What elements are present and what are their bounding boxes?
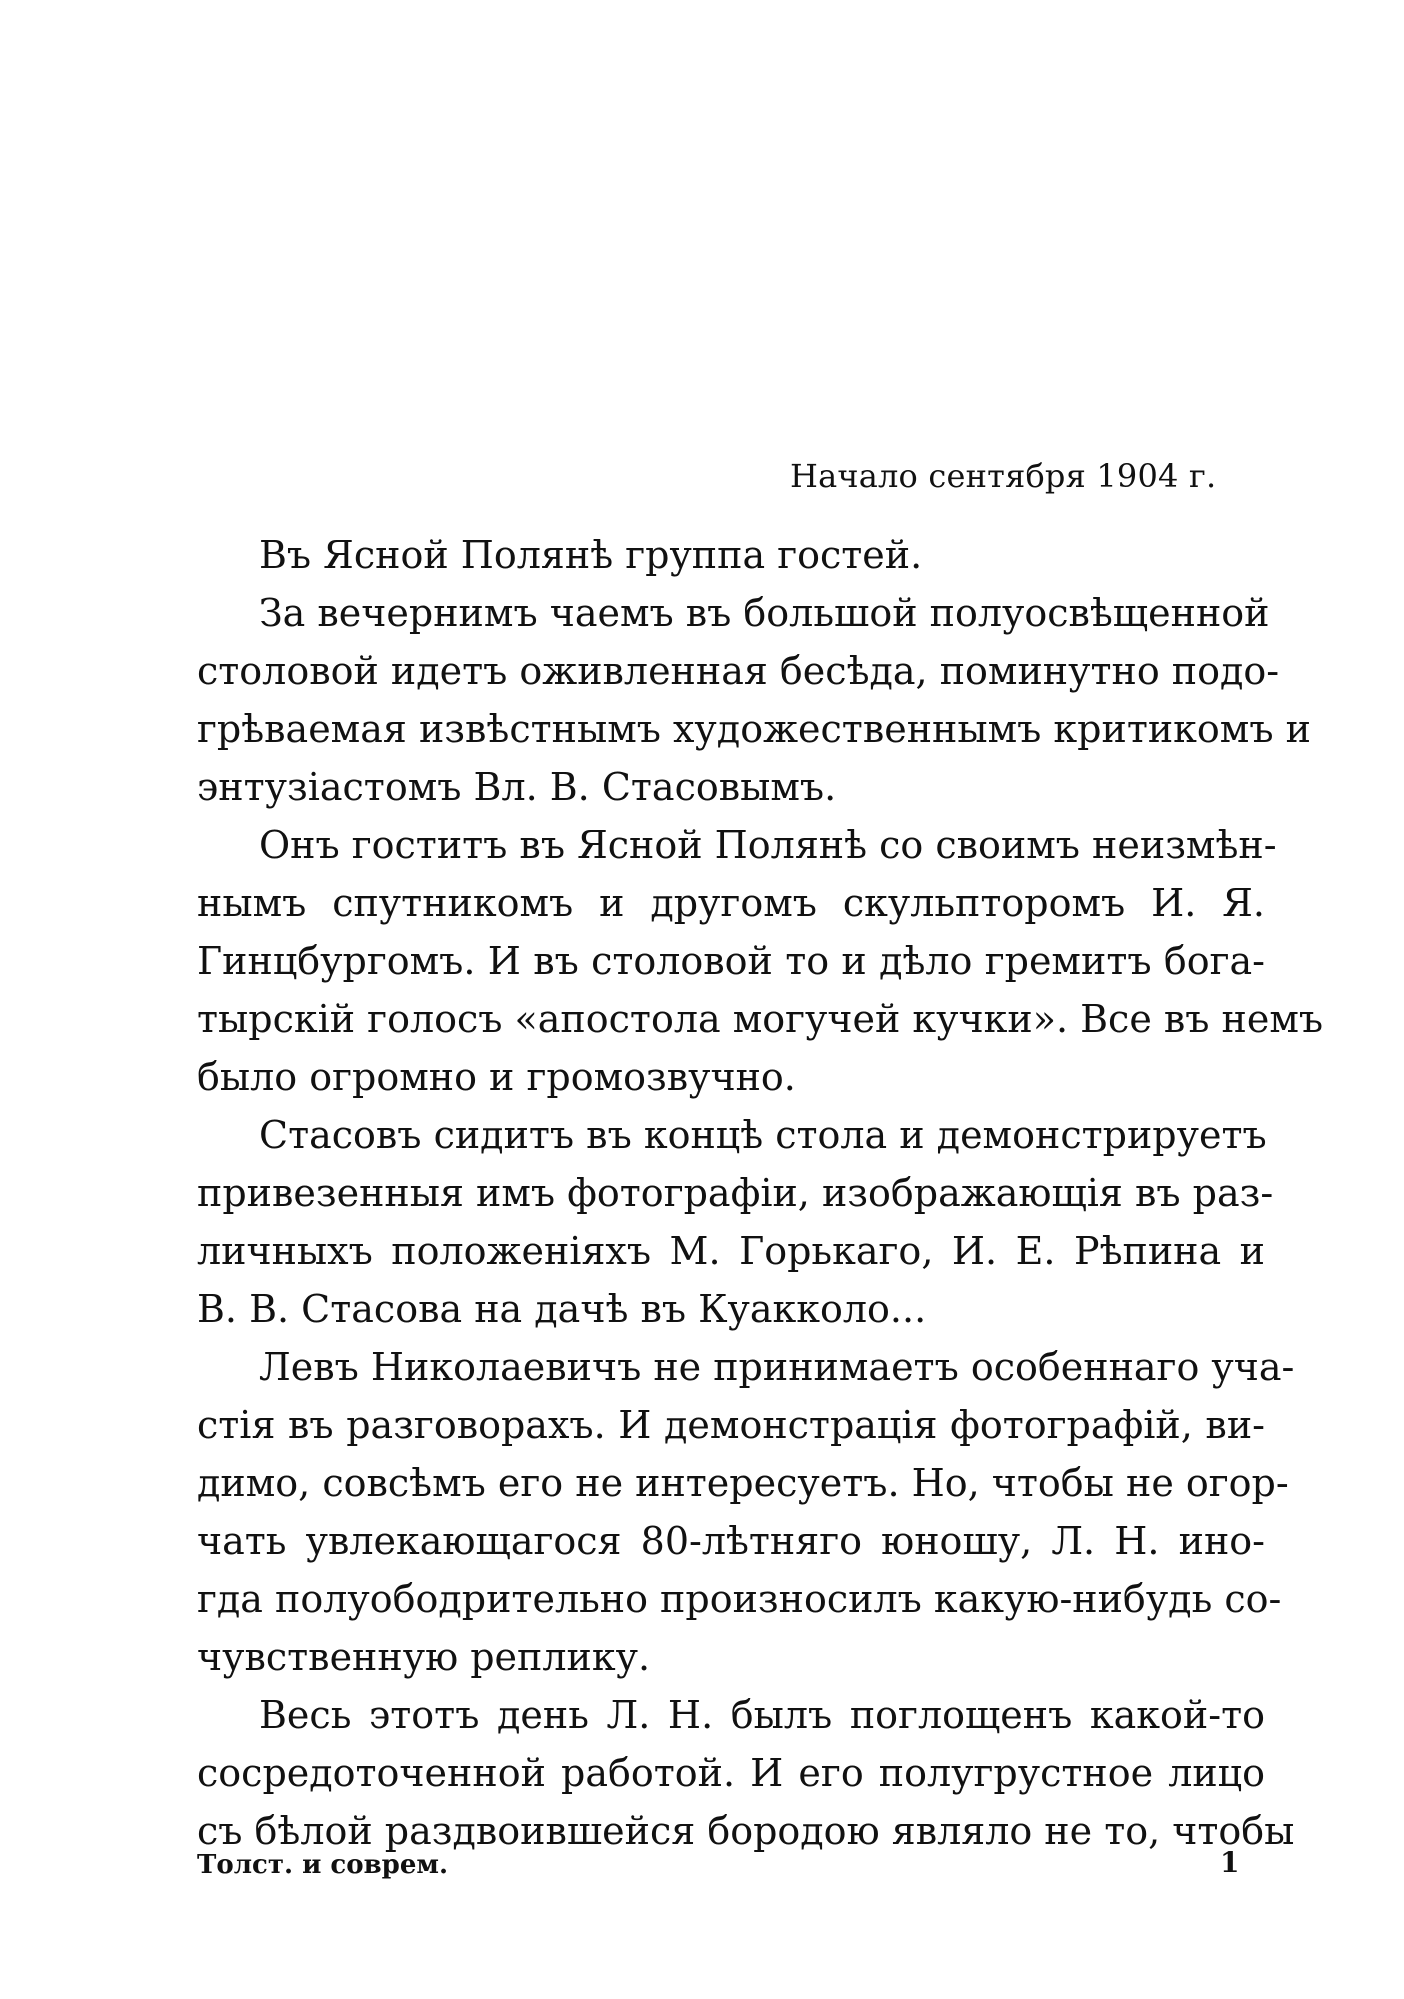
text-line-21: Весь этотъ день Л. Н. былъ поглощенъ какой-то bbox=[259, 1693, 1265, 1737]
text-line-10: было огромно и громозвучно. bbox=[197, 1055, 796, 1099]
text-line-18: чать увлекающагося 80-лѣтняго юношу, Л. Н. ино- bbox=[197, 1519, 1265, 1563]
text-line-1: Въ Ясной Полянѣ группа гостей. bbox=[259, 533, 923, 577]
text-line-9: тырскій голосъ «апостола могучей кучки». Все въ немъ bbox=[197, 997, 1324, 1041]
text-line-2: За вечернимъ чаемъ въ большой полуосвѣщенной bbox=[259, 591, 1270, 635]
text-line-13: личныхъ положеніяхъ М. Горькаго, И. Е. Рѣпина и bbox=[197, 1229, 1265, 1273]
text-line-15: Левъ Николаевичъ не принимаетъ особеннаго уча- bbox=[259, 1345, 1295, 1389]
text-line-22: сосредоточенной работой. И его полугрустное лицо bbox=[197, 1751, 1265, 1795]
text-line-14: В. В. Стасова на дачѣ въ Куакколо... bbox=[197, 1287, 927, 1331]
text-line-8: Гинцбургомъ. И въ столовой то и дѣло гремитъ бога- bbox=[197, 939, 1265, 983]
page-number: 1 bbox=[1220, 1846, 1240, 1879]
text-line-20: чувственную реплику. bbox=[197, 1635, 651, 1679]
dateline: Начало сентября 1904 г. bbox=[790, 457, 1217, 495]
text-line-19: гда полуободрительно произносилъ какую-нибудь со- bbox=[197, 1577, 1282, 1621]
text-line-4: грѣваемая извѣстнымъ художественнымъ критикомъ и bbox=[197, 707, 1311, 751]
signature-mark: Толст. и соврем. bbox=[197, 1850, 448, 1880]
text-line-3: столовой идетъ оживленная бесѣда, поминутно подо- bbox=[197, 649, 1280, 693]
text-line-7: нымъ спутникомъ и другомъ скульпторомъ И. Я. bbox=[197, 881, 1265, 925]
text-line-6: Онъ гоститъ въ Ясной Полянѣ со своимъ неизмѣн- bbox=[259, 823, 1277, 867]
text-line-23: съ бѣлой раздвоившейся бородою являло не то, чтобы bbox=[197, 1809, 1295, 1853]
text-line-16: стія въ разговорахъ. И демонстрація фотографій, ви- bbox=[197, 1403, 1265, 1447]
text-line-12: привезенныя имъ фотографіи, изображающія въ раз- bbox=[197, 1171, 1274, 1215]
text-line-11: Стасовъ сидитъ въ концѣ стола и демонстрируетъ bbox=[259, 1113, 1267, 1157]
text-line-17: димо, совсѣмъ его не интересуетъ. Но, чтобы не огор- bbox=[197, 1461, 1289, 1505]
text-line-5: энтузіастомъ Вл. В. Стасовымъ. bbox=[197, 765, 837, 809]
